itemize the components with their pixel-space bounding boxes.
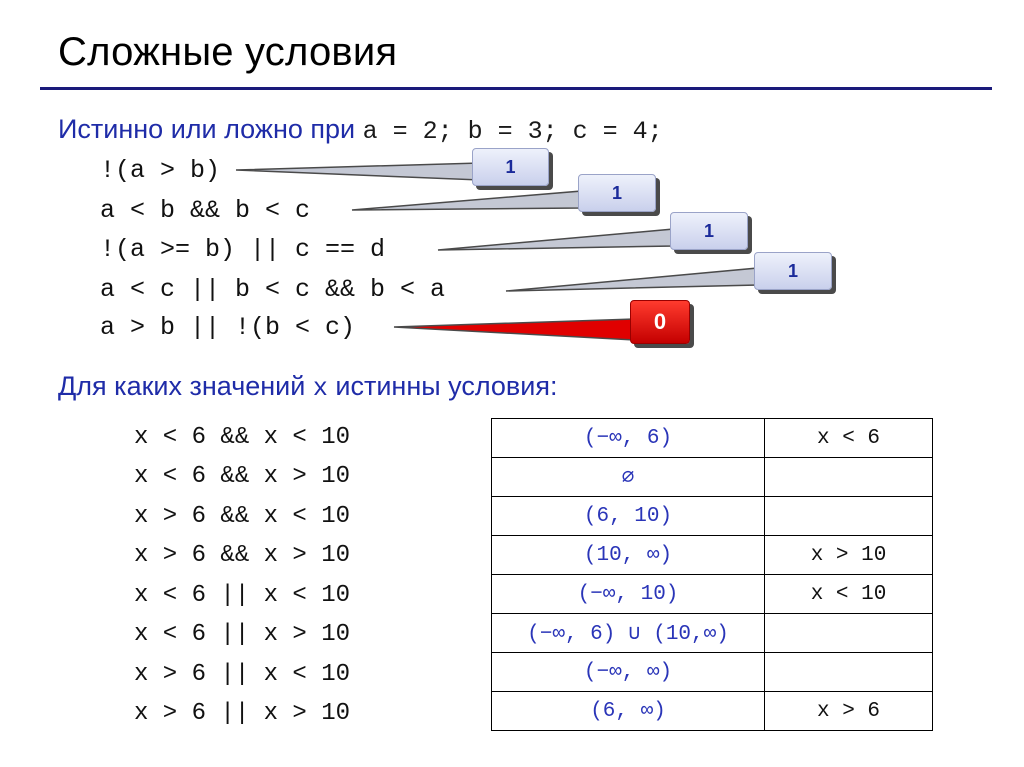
short-form-cell: x > 6 — [765, 692, 933, 731]
result-badge-4: 1 — [754, 252, 832, 290]
interval-cell: (−∞, 6) — [492, 419, 765, 458]
condition-6: x < 6 || x > 10 — [134, 621, 351, 648]
pointer-5 — [394, 319, 634, 340]
table-row — [492, 692, 933, 731]
table-row — [492, 614, 933, 653]
condition-8: x > 6 || x > 10 — [134, 700, 351, 727]
answers-table — [491, 418, 933, 731]
part2-prompt-before: Для каких значений — [58, 371, 306, 401]
expression-5: a > b || !(b < c) — [100, 313, 356, 342]
result-badge-2: 1 — [578, 174, 656, 212]
table-row — [492, 419, 933, 458]
expression-2: a < b && b < c — [100, 196, 311, 225]
table-row — [492, 536, 933, 575]
expression-4: a < c || b < c && b < a — [100, 275, 446, 304]
expression-3: !(a >= b) || c == d — [100, 235, 386, 264]
condition-2: x < 6 && x > 10 — [134, 463, 351, 490]
part2-prompt-after: истинны условия: — [335, 371, 558, 401]
short-form-cell — [765, 497, 933, 536]
pointer-4 — [506, 268, 758, 291]
interval-cell: (−∞, 10) — [492, 575, 765, 614]
condition-7: x > 6 || x < 10 — [134, 661, 351, 688]
short-form-cell — [765, 458, 933, 497]
pointer-2 — [352, 191, 582, 210]
interval-cell: (6, 10) — [492, 497, 765, 536]
interval-cell: (−∞, 6) ∪ (10,∞) — [492, 614, 765, 653]
variable-x: x — [312, 374, 328, 403]
short-form-cell: x < 6 — [765, 419, 933, 458]
result-badge-3: 1 — [670, 212, 748, 250]
table-row — [492, 497, 933, 536]
condition-3: x > 6 && x < 10 — [134, 503, 351, 530]
condition-5: x < 6 || x < 10 — [134, 582, 351, 609]
expression-1: !(a > b) — [100, 156, 221, 185]
interval-cell: (10, ∞) — [492, 536, 765, 575]
part2-prompt — [58, 371, 557, 403]
table-row — [492, 653, 933, 692]
condition-4: x > 6 && x > 10 — [134, 542, 351, 569]
table-row — [492, 575, 933, 614]
result-badge-5: 0 — [630, 300, 690, 344]
table-row — [492, 458, 933, 497]
short-form-cell: x > 10 — [765, 536, 933, 575]
interval-cell: ∅ — [492, 458, 765, 497]
pointer-3 — [438, 229, 674, 250]
interval-cell: (−∞, ∞) — [492, 653, 765, 692]
result-badge-1: 1 — [472, 148, 549, 186]
short-form-cell — [765, 653, 933, 692]
condition-1: x < 6 && x < 10 — [134, 424, 351, 451]
interval-cell: (6, ∞) — [492, 692, 765, 731]
short-form-cell: x < 10 — [765, 575, 933, 614]
given-values: a = 2; b = 3; c = 4; — [362, 117, 663, 146]
slide-title: Сложные условия — [58, 30, 398, 74]
part1-prompt-text: Истинно или ложно при — [58, 114, 356, 144]
pointer-1 — [236, 163, 480, 180]
short-form-cell — [765, 614, 933, 653]
